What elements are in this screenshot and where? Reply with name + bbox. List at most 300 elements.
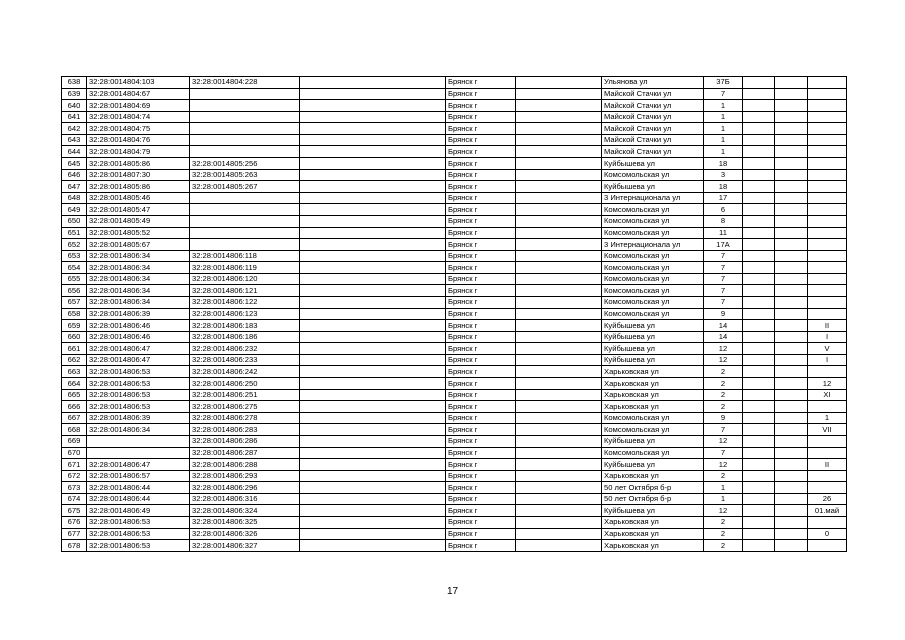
cell-blank-col-10 [775,296,808,308]
cell-cadastral-number-parcel: 32:28:0014805:52 [87,227,190,239]
cell-cadastral-number-parcel: 32:28:0014806:44 [87,482,190,494]
cell-city: Брянск г [446,412,516,424]
cell-blank-col-10 [775,192,808,204]
cell-house-number: 2 [704,366,743,378]
cell-house-number: 1 [704,100,743,112]
cell-blank-col-9 [743,528,775,540]
table-row [62,285,847,297]
cell-row-number: 644 [62,146,87,158]
table-row [62,134,847,146]
cell-blank-col-9 [743,215,775,227]
cell-city: Брянск г [446,389,516,401]
cell-cadastral-number-object: 32:28:0014805:256 [190,158,300,170]
cell-blank-col-6 [516,100,602,112]
cell-street: Комсомольская ул [602,308,704,320]
cell-street: Комсомольская ул [602,250,704,262]
cell-city: Брянск г [446,239,516,251]
cell-cadastral-number-object: 32:28:0014806:325 [190,516,300,528]
cell-blank-col-9 [743,296,775,308]
cell-cadastral-number-parcel: 32:28:0014806:53 [87,401,190,413]
cell-blank-col-6 [516,389,602,401]
cell-row-number: 659 [62,320,87,332]
cell-apartment [808,482,847,494]
cell-blank-col-4 [300,169,446,181]
cell-house-number: 9 [704,308,743,320]
cell-blank-col-9 [743,250,775,262]
cell-house-number: 7 [704,250,743,262]
cell-cadastral-number-object [190,192,300,204]
cell-blank-col-6 [516,296,602,308]
table-row [62,181,847,193]
cell-cadastral-number-parcel: 32:28:0014805:86 [87,181,190,193]
cell-blank-col-9 [743,378,775,390]
cell-cadastral-number-object [190,239,300,251]
cell-blank-col-6 [516,273,602,285]
cell-row-number: 638 [62,77,87,89]
table-row [62,273,847,285]
cell-cadastral-number-object: 32:28:0014806:286 [190,435,300,447]
cell-blank-col-9 [743,516,775,528]
cell-blank-col-10 [775,250,808,262]
cell-blank-col-4 [300,528,446,540]
cell-blank-col-10 [775,528,808,540]
cell-blank-col-6 [516,262,602,274]
cell-apartment: 12 [808,378,847,390]
table-row [62,493,847,505]
cell-house-number: 17А [704,239,743,251]
cell-apartment [808,192,847,204]
cell-house-number: 1 [704,134,743,146]
cell-blank-col-9 [743,100,775,112]
cell-blank-col-9 [743,435,775,447]
cell-blank-col-9 [743,459,775,471]
cell-apartment [808,181,847,193]
cell-row-number: 668 [62,424,87,436]
table-row [62,204,847,216]
cell-blank-col-6 [516,123,602,135]
cell-street: Комсомольская ул [602,204,704,216]
cell-cadastral-number-object: 32:28:0014806:275 [190,401,300,413]
cell-house-number: 7 [704,273,743,285]
cell-house-number: 12 [704,459,743,471]
cell-row-number: 643 [62,134,87,146]
cell-house-number: 1 [704,123,743,135]
cell-blank-col-6 [516,239,602,251]
cell-row-number: 678 [62,540,87,552]
cell-city: Брянск г [446,111,516,123]
table-row [62,435,847,447]
cell-blank-col-6 [516,320,602,332]
cell-blank-col-10 [775,308,808,320]
table-row [62,77,847,89]
table-row [62,320,847,332]
cell-house-number: 9 [704,412,743,424]
cell-row-number: 663 [62,366,87,378]
cell-street: Комсомольская ул [602,215,704,227]
cell-blank-col-4 [300,262,446,274]
cell-street: Куйбышева ул [602,343,704,355]
cell-apartment [808,447,847,459]
cell-blank-col-10 [775,331,808,343]
cell-blank-col-10 [775,401,808,413]
cell-apartment [808,262,847,274]
cell-blank-col-6 [516,528,602,540]
cell-apartment: II [808,459,847,471]
cell-house-number: 12 [704,354,743,366]
cell-cadastral-number-parcel: 32:28:0014806:47 [87,354,190,366]
cell-row-number: 641 [62,111,87,123]
cell-blank-col-10 [775,378,808,390]
cell-street: Харьковская ул [602,540,704,552]
table-row [62,343,847,355]
cell-row-number: 640 [62,100,87,112]
cell-cadastral-number-object [190,227,300,239]
cell-blank-col-6 [516,505,602,517]
cell-blank-col-9 [743,401,775,413]
cell-street: Комсомольская ул [602,285,704,297]
table-row [62,158,847,170]
cell-row-number: 669 [62,435,87,447]
cell-cadastral-number-object: 32:28:0014806:293 [190,470,300,482]
table-row [62,239,847,251]
cell-row-number: 666 [62,401,87,413]
cell-apartment: I [808,354,847,366]
cell-blank-col-9 [743,366,775,378]
cell-cadastral-number-object: 32:28:0014806:242 [190,366,300,378]
cell-blank-col-10 [775,239,808,251]
table-row [62,227,847,239]
cell-house-number: 1 [704,111,743,123]
cell-blank-col-10 [775,215,808,227]
cell-blank-col-9 [743,77,775,89]
cell-cadastral-number-object [190,146,300,158]
cell-city: Брянск г [446,146,516,158]
cell-cadastral-number-object: 32:28:0014806:296 [190,482,300,494]
cell-street: Комсомольская ул [602,447,704,459]
cell-apartment: V [808,343,847,355]
cell-street: Майской Стачки ул [602,123,704,135]
cell-blank-col-4 [300,77,446,89]
cell-city: Брянск г [446,470,516,482]
table-row [62,100,847,112]
cell-blank-col-4 [300,459,446,471]
cell-cadastral-number-object: 32:28:0014806:122 [190,296,300,308]
cell-city: Брянск г [446,181,516,193]
cell-blank-col-4 [300,227,446,239]
cell-apartment [808,169,847,181]
cell-blank-col-6 [516,111,602,123]
cell-blank-col-9 [743,505,775,517]
cell-cadastral-number-parcel: 32:28:0014806:34 [87,262,190,274]
cell-house-number: 2 [704,528,743,540]
table-row [62,412,847,424]
cell-row-number: 657 [62,296,87,308]
cell-street: Комсомольская ул [602,262,704,274]
cell-street: Куйбышева ул [602,158,704,170]
cell-apartment [808,250,847,262]
cell-row-number: 650 [62,215,87,227]
cell-apartment [808,158,847,170]
cell-row-number: 649 [62,204,87,216]
cell-row-number: 675 [62,505,87,517]
table-row [62,459,847,471]
cell-apartment [808,111,847,123]
cell-blank-col-4 [300,320,446,332]
cell-street: Комсомольская ул [602,273,704,285]
cell-apartment: 01.май [808,505,847,517]
cell-street: Майской Стачки ул [602,134,704,146]
cell-street: Комсомольская ул [602,424,704,436]
cell-row-number: 665 [62,389,87,401]
cell-city: Брянск г [446,320,516,332]
cell-cadastral-number-object: 32:28:0014806:278 [190,412,300,424]
table-row [62,169,847,181]
cell-cadastral-number-parcel: 32:28:0014806:39 [87,412,190,424]
cell-blank-col-6 [516,435,602,447]
cell-house-number: 1 [704,146,743,158]
cell-apartment [808,366,847,378]
cell-apartment [808,239,847,251]
cell-blank-col-9 [743,169,775,181]
cell-apartment [808,516,847,528]
cell-apartment: I [808,331,847,343]
cell-blank-col-9 [743,412,775,424]
cell-city: Брянск г [446,459,516,471]
cell-street: Куйбышева ул [602,320,704,332]
cell-blank-col-9 [743,354,775,366]
cell-street: Куйбышева ул [602,459,704,471]
table-row [62,354,847,366]
cell-blank-col-4 [300,516,446,528]
table-row [62,447,847,459]
cell-cadastral-number-parcel: 32:28:0014804:103 [87,77,190,89]
cell-blank-col-10 [775,134,808,146]
cell-cadastral-number-parcel: 32:28:0014806:34 [87,285,190,297]
cell-city: Брянск г [446,273,516,285]
cell-blank-col-9 [743,158,775,170]
table-row [62,146,847,158]
cell-apartment [808,285,847,297]
cell-row-number: 655 [62,273,87,285]
cell-blank-col-10 [775,273,808,285]
cell-house-number: 17 [704,192,743,204]
cell-cadastral-number-parcel: 32:28:0014806:39 [87,308,190,320]
cell-blank-col-9 [743,389,775,401]
cell-cadastral-number-parcel: 32:28:0014807:30 [87,169,190,181]
cell-blank-col-10 [775,459,808,471]
cell-house-number: 37Б [704,77,743,89]
cell-blank-col-10 [775,77,808,89]
cell-house-number: 2 [704,389,743,401]
cell-row-number: 677 [62,528,87,540]
cell-blank-col-6 [516,204,602,216]
cell-street: 3 Интернационала ул [602,239,704,251]
cell-city: Брянск г [446,204,516,216]
property-registry-table [61,76,847,552]
cell-city: Брянск г [446,262,516,274]
cell-city: Брянск г [446,134,516,146]
cell-cadastral-number-object: 32:28:0014806:251 [190,389,300,401]
cell-apartment [808,401,847,413]
cell-blank-col-6 [516,343,602,355]
cell-cadastral-number-object: 32:28:0014806:287 [190,447,300,459]
cell-house-number: 7 [704,88,743,100]
cell-cadastral-number-object: 32:28:0014806:183 [190,320,300,332]
cell-cadastral-number-object [190,123,300,135]
cell-row-number: 648 [62,192,87,204]
cell-blank-col-4 [300,239,446,251]
cell-cadastral-number-object: 32:28:0014806:121 [190,285,300,297]
cell-row-number: 662 [62,354,87,366]
cell-row-number: 653 [62,250,87,262]
cell-blank-col-4 [300,366,446,378]
cell-blank-col-6 [516,412,602,424]
cell-blank-col-6 [516,366,602,378]
cell-blank-col-9 [743,239,775,251]
cell-blank-col-9 [743,424,775,436]
cell-street: Харьковская ул [602,528,704,540]
cell-street: Харьковская ул [602,470,704,482]
cell-apartment: XI [808,389,847,401]
cell-blank-col-9 [743,343,775,355]
cell-blank-col-4 [300,204,446,216]
cell-cadastral-number-object: 32:28:0014806:119 [190,262,300,274]
cell-city: Брянск г [446,285,516,297]
cell-house-number: 7 [704,447,743,459]
cell-blank-col-4 [300,273,446,285]
table-row [62,192,847,204]
table-row [62,540,847,552]
cell-street: Куйбышева ул [602,435,704,447]
cell-apartment [808,435,847,447]
cell-blank-col-4 [300,493,446,505]
cell-city: Брянск г [446,401,516,413]
table-row [62,308,847,320]
cell-blank-col-4 [300,215,446,227]
cell-cadastral-number-object [190,134,300,146]
cell-street: Харьковская ул [602,366,704,378]
cell-blank-col-9 [743,134,775,146]
cell-blank-col-4 [300,424,446,436]
cell-blank-col-10 [775,366,808,378]
cell-blank-col-10 [775,412,808,424]
cell-cadastral-number-object [190,88,300,100]
cell-blank-col-9 [743,493,775,505]
cell-city: Брянск г [446,505,516,517]
cell-cadastral-number-parcel: 32:28:0014806:57 [87,470,190,482]
cell-cadastral-number-object [190,215,300,227]
cell-blank-col-6 [516,146,602,158]
cell-apartment [808,273,847,285]
cell-city: Брянск г [446,227,516,239]
cell-blank-col-10 [775,123,808,135]
cell-house-number: 3 [704,169,743,181]
cell-blank-col-9 [743,123,775,135]
cell-row-number: 651 [62,227,87,239]
cell-city: Брянск г [446,331,516,343]
cell-row-number: 656 [62,285,87,297]
cell-blank-col-6 [516,378,602,390]
cell-cadastral-number-parcel: 32:28:0014805:67 [87,239,190,251]
cell-cadastral-number-object [190,100,300,112]
table-row [62,296,847,308]
cell-blank-col-10 [775,262,808,274]
cell-city: Брянск г [446,158,516,170]
cell-blank-col-4 [300,505,446,517]
cell-blank-col-10 [775,343,808,355]
cell-blank-col-6 [516,516,602,528]
cell-cadastral-number-object: 32:28:0014806:118 [190,250,300,262]
cell-cadastral-number-object: 32:28:0014804:228 [190,77,300,89]
cell-apartment [808,308,847,320]
table-row [62,424,847,436]
cell-row-number: 642 [62,123,87,135]
cell-cadastral-number-parcel: 32:28:0014806:46 [87,331,190,343]
cell-apartment [808,204,847,216]
cell-house-number: 18 [704,181,743,193]
cell-cadastral-number-object: 32:28:0014806:232 [190,343,300,355]
cell-blank-col-4 [300,435,446,447]
table-row [62,401,847,413]
cell-apartment [808,540,847,552]
table-row [62,250,847,262]
cell-blank-col-10 [775,516,808,528]
cell-row-number: 647 [62,181,87,193]
cell-blank-col-4 [300,158,446,170]
cell-street: Харьковская ул [602,401,704,413]
cell-city: Брянск г [446,169,516,181]
cell-city: Брянск г [446,540,516,552]
cell-apartment [808,100,847,112]
cell-blank-col-9 [743,88,775,100]
cell-row-number: 652 [62,239,87,251]
cell-blank-col-10 [775,88,808,100]
cell-blank-col-6 [516,459,602,471]
cell-apartment: 1 [808,412,847,424]
cell-blank-col-10 [775,204,808,216]
cell-blank-col-10 [775,111,808,123]
cell-cadastral-number-object: 32:28:0014806:316 [190,493,300,505]
cell-street: 50 лет Октября б-р [602,493,704,505]
cell-blank-col-9 [743,470,775,482]
cell-blank-col-4 [300,447,446,459]
cell-apartment [808,146,847,158]
page-number: 17 [446,586,459,597]
cell-house-number: 2 [704,540,743,552]
cell-city: Брянск г [446,88,516,100]
cell-blank-col-4 [300,192,446,204]
cell-cadastral-number-parcel: 32:28:0014805:47 [87,204,190,216]
cell-cadastral-number-parcel: 32:28:0014805:46 [87,192,190,204]
cell-blank-col-6 [516,447,602,459]
cell-cadastral-number-parcel: 32:28:0014806:53 [87,528,190,540]
cell-blank-col-6 [516,192,602,204]
cell-blank-col-10 [775,470,808,482]
cell-house-number: 1 [704,493,743,505]
cell-blank-col-9 [743,447,775,459]
table-row [62,123,847,135]
cell-row-number: 645 [62,158,87,170]
cell-cadastral-number-parcel: 32:28:0014804:69 [87,100,190,112]
cell-blank-col-10 [775,320,808,332]
cell-city: Брянск г [446,215,516,227]
cell-cadastral-number-object: 32:28:0014806:186 [190,331,300,343]
cell-blank-col-4 [300,354,446,366]
cell-street: Куйбышева ул [602,331,704,343]
cell-blank-col-9 [743,111,775,123]
cell-blank-col-10 [775,285,808,297]
cell-street: Комсомольская ул [602,296,704,308]
